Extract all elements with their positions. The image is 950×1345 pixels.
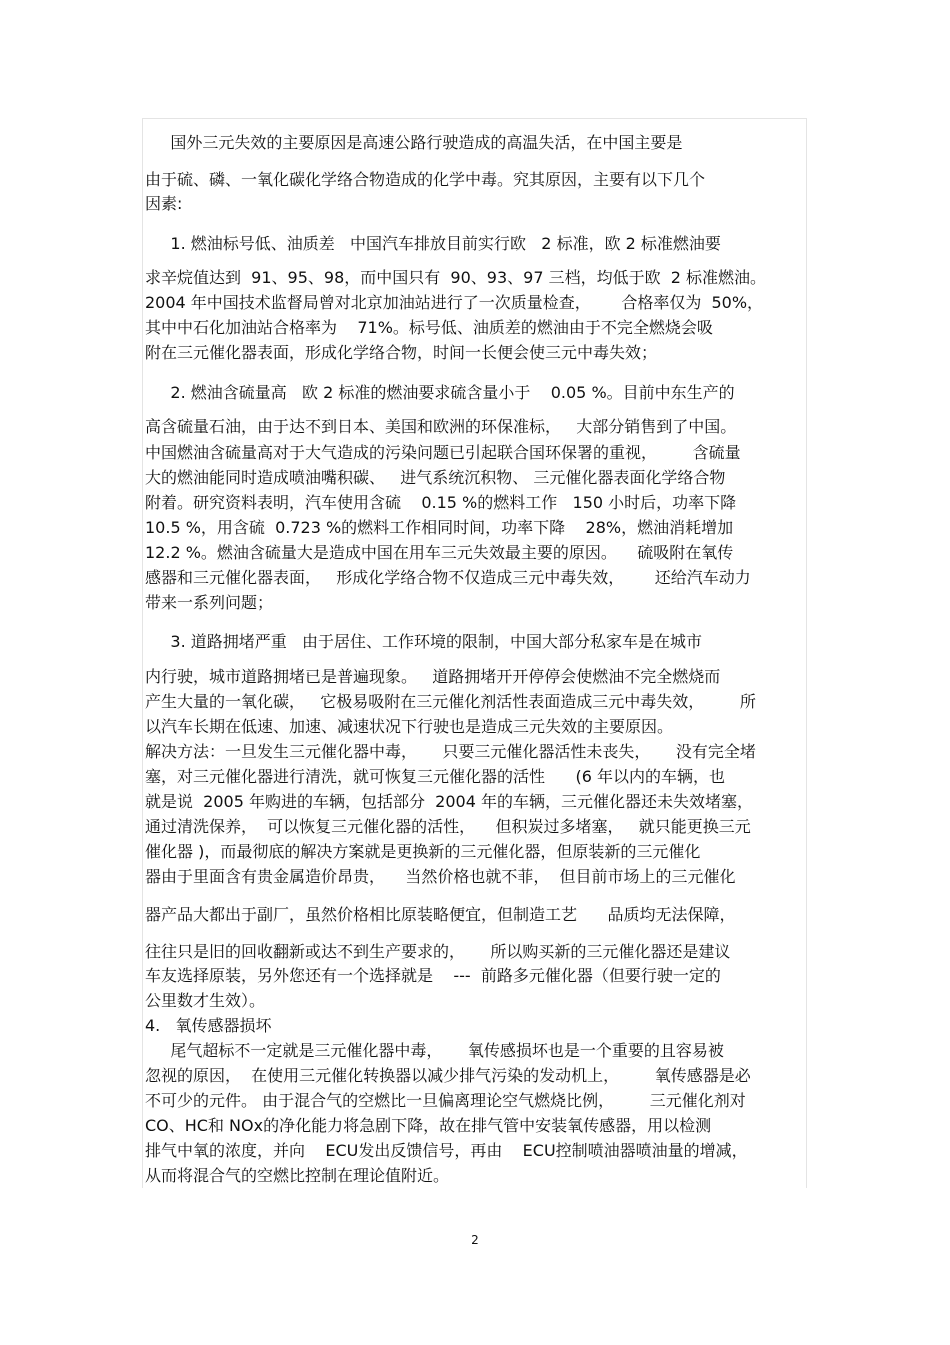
text-line: 解决方法：一旦发生三元催化器中毒， 只要三元催化器活性未丧失， 没有完全堵 (145, 742, 756, 761)
text-line: 催化器 )，而最彻底的解决方案就是更换新的三元催化器，但原装新的三元催化 (145, 842, 701, 861)
text-line: CO、HC和 NOx的净化能力将急剧下降，故在排气管中安装氧传感器，用以检测 (145, 1116, 712, 1135)
text-line: 以汽车长期在低速、加速、减速状况下行驶也是造成三元失效的主要原因。 (145, 717, 674, 736)
text-line: 排气中氧的浓度，并向 ECU发出反馈信号，再由 ECU控制喷油器喷油量的增减， (145, 1141, 748, 1160)
text-line: 12.2 %。燃油含硫量大是造成中国在用车三元失效最主要的原因。 硫吸附在氧传 (145, 543, 734, 562)
page-number: 2 (471, 1233, 479, 1247)
text-line: 2. 燃油含硫量高 欧 2 标准的燃油要求硫含量小于 0.05 %。目前中东生产的 (145, 383, 735, 402)
text-line: 中国燃油含硫量高对于大气造成的污染问题已引起联合国环保署的重视， 含硫量 (145, 443, 741, 462)
text-line: 感器和三元催化器表面， 形成化学络合物不仅造成三元中毒失效， 还给汽车动力 (145, 568, 751, 587)
text-line: 因素: (145, 194, 183, 213)
text-line: 大的燃油能同时造成喷油嘴积碳、 进气系统沉积物、 三元催化器表面化学络合物 (145, 468, 726, 487)
text-line: 2004 年中国技术监督局曾对北京加油站进行了一次质量检查， 合格率仅为 50%， (145, 293, 764, 312)
text-line: 忽视的原因， 在使用三元催化转换器以减少排气污染的发动机上， 氧传感器是必 (145, 1066, 751, 1085)
text-line: 通过清洗保养， 可以恢复三元催化器的活性， 但积炭过多堵塞， 就只能更换三元 (145, 817, 751, 836)
text-line: 器产品大都出于副厂，虽然价格相比原装略便宜，但制造工艺 品质均无法保障， (145, 905, 736, 924)
text-line: 其中中石化加油站合格率为 71%。标号低、油质差的燃油由于不完全燃烧会吸 (145, 318, 713, 337)
text-line: 国外三元失效的主要原因是高速公路行驶造成的高温失活，在中国主要是 (145, 133, 683, 152)
text-line: 尾气超标不一定就是三元催化器中毒， 氧传感损坏也是一个重要的且容易被 (145, 1041, 724, 1060)
text-line: 3. 道路拥堵严重 由于居住、工作环境的限制，中国大部分私家车是在城市 (145, 632, 703, 651)
text-line: 1. 燃油标号低、油质差 中国汽车排放目前实行欧 2 标准，欧 2 标准燃油要 (145, 234, 721, 253)
text-line: 塞，对三元催化器进行清洗，就可恢复三元催化器的活性 (6 年以内的车辆，也 (145, 767, 726, 786)
text-line: 从而将混合气的空燃比控制在理论值附近。 (145, 1166, 450, 1185)
text-line: 不可少的元件。 由于混合气的空燃比一旦偏离理论空气燃烧比例， 三元催化剂对 (145, 1091, 746, 1110)
text-line: 由于硫、磷、一氧化碳化学络合物造成的化学中毒。究其原因，主要有以下几个 (145, 170, 706, 189)
text-line: 就是说 2005 年购进的车辆，包括部分 2004 年的车辆，三元催化器还未失效堵塞， (145, 792, 753, 811)
text-line: 内行驶，城市道路拥堵已是普遍现象。 道路拥堵开开停停会使燃油不完全燃烧而 (145, 667, 721, 686)
text-line: 10.5 %，用含硫 0.723 %的燃料工作相同时间，功率下降 28%，燃油消耗增加 (145, 518, 734, 537)
text-line: 往往只是旧的回收翻新或达不到生产要求的， 所以购买新的三元催化器还是建议 (145, 942, 731, 961)
text-line: 附在三元催化器表面，形成化学络合物，时间一长便会使三元中毒失效； (145, 343, 658, 362)
text-line: 器由于里面含有贵金属造价昂贵， 当然价格也就不菲， 但目前市场上的三元催化 (145, 867, 736, 886)
text-line: 4. 氧传感器损坏 (145, 1016, 272, 1035)
text-line: 带来一系列问题； (145, 593, 274, 612)
text-line: 求辛烷值达到 91、95、98，而中国只有 90、93、97 三档，均低于欧 2 标准燃油。 (145, 268, 767, 287)
text-line: 车友选择原装，另外您还有一个选择就是 --- 前路多元催化器（但要行驶一定的 (145, 966, 721, 985)
text-line: 附着。研究资料表明，汽车使用含硫 0.15 %的燃料工作 150 小时后，功率下降 (145, 493, 737, 512)
text-line: 高含硫量石油，由于达不到日本、美国和欧洲的环保准标， 大部分销售到了中国。 (145, 417, 737, 436)
text-line: 公里数才生效）。 (145, 991, 266, 1010)
text-line: 产生大量的一氧化碳， 它极易吸附在三元催化剂活性表面造成三元中毒失效， 所 (145, 692, 756, 711)
